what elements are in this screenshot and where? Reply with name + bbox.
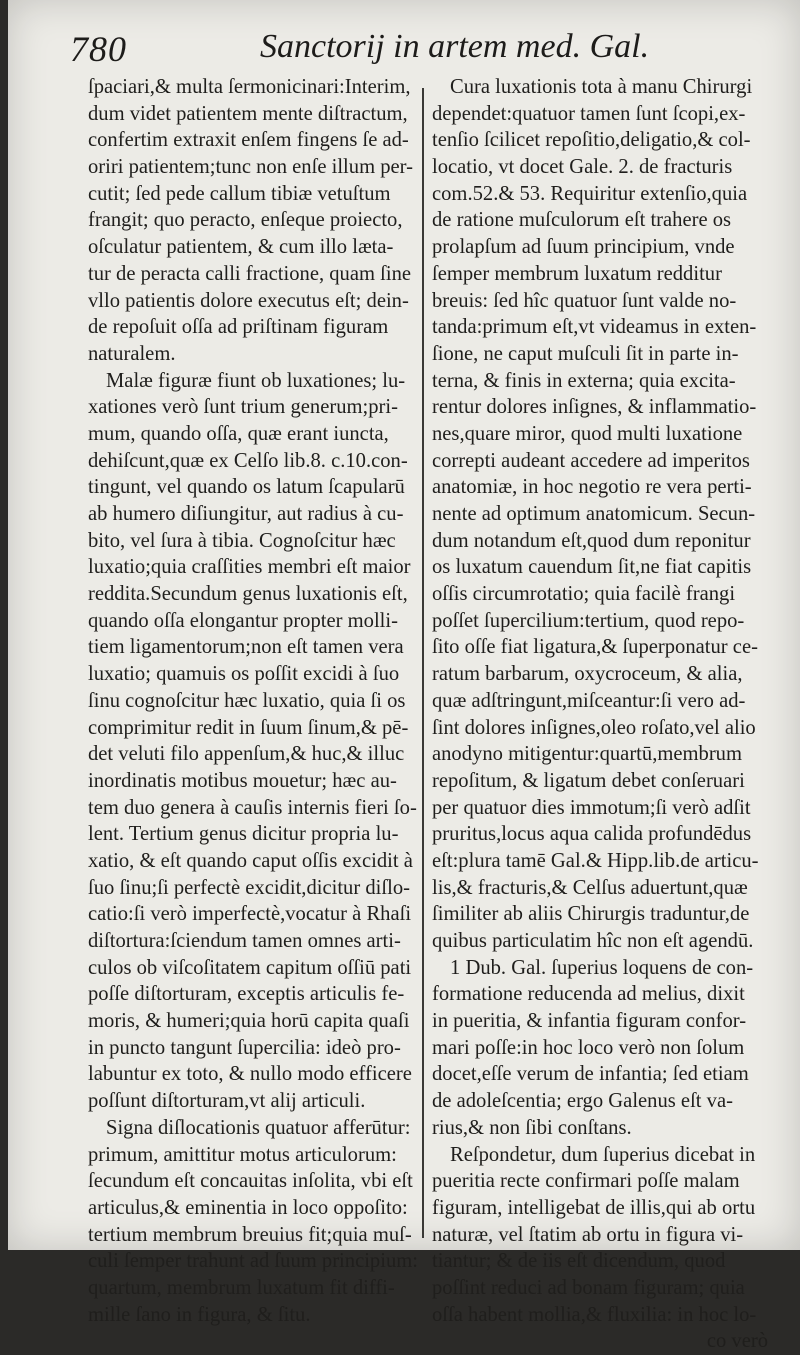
text-line: locatio, vt docet Gale. 2. de fracturis <box>432 156 733 179</box>
text-line: formatione reducenda ad melius, dixit <box>432 983 745 1006</box>
text-line: correpti audeant accedere ad imperitos <box>432 449 750 472</box>
text-line: poſſint reduci ad bonam figuram; quia <box>432 1276 745 1299</box>
text-line: oſſis circumrotatio; quia facilè frangi <box>432 583 736 606</box>
text-line: ratum barbarum, oxycroceum, & alia, <box>432 663 743 686</box>
text-line: anatomiæ, in hoc negotio re vera perti- <box>432 476 752 499</box>
text-line: culos ob viſcoſitatem capitum oſſiū pati <box>88 956 412 979</box>
text-line: rentur dolores inſignes, & inflammatio- <box>432 396 757 419</box>
text-line: catio:ſi verò imperfectè,vocatur à Rhaſi <box>88 903 412 926</box>
text-line: tem duo genera à cauſis internis fieri ſo- <box>88 796 417 819</box>
text-line: breuis: ſed hîc quatuor ſunt valde no- <box>432 289 737 312</box>
text-line: mum, quando oſſa, quæ erant iuncta, <box>88 422 389 445</box>
text-line: pueritia recte confirmari poſſe malam <box>432 1170 740 1193</box>
text-line: naturæ, vel ſtatim ab ortu in figura vi- <box>432 1223 744 1246</box>
text-line: mille ſano in figura, & ſitu. <box>88 1303 311 1326</box>
text-line: poſſunt diſtorturam,vt alij articuli. <box>88 1090 366 1113</box>
text-line: dehiſcunt,quæ ex Celſo lib.8. c.10.con- <box>88 449 408 472</box>
text-line: xationes verò ſunt trium generum;pri- <box>88 396 398 419</box>
text-line: tanda:primum eſt,vt videamus in exten- <box>432 316 757 339</box>
page-header <box>70 14 770 74</box>
text-line: quando oſſa elongantur propter molli- <box>88 609 398 632</box>
text-line: cutit; ſed pede callum tibiæ vetuſtum <box>88 182 391 205</box>
text-line: poſſe diſtorturam, exceptis articulis fe- <box>88 983 405 1006</box>
text-line: moris, & humeri;quia horū capita quaſi <box>88 1010 410 1033</box>
text-line: oſculatur patientem, & cum illo læta- <box>88 236 394 259</box>
text-line: ſito oſſe fiat ligatura,& ſuperponatur ce- <box>432 636 758 659</box>
text-line: anodyno mitigentur:quartū,membrum <box>432 743 742 766</box>
text-line: figuram, intelligebat de illis,qui ab ortu <box>432 1196 756 1219</box>
text-line: in puncto tangunt ſupercilia: ideò pro- <box>88 1036 401 1059</box>
text-line: eſt:plura tamē Gal.& Hipp.lib.de articu- <box>432 849 759 872</box>
text-line: per quatuor dies immotum;ſi verò adſit <box>432 796 751 819</box>
text-line: ab humero diſiungitur, aut radius à cu- <box>88 503 404 525</box>
text-line: luxatio;quia craſſities membri eſt maior <box>88 556 411 579</box>
text-line: 1 Dub. Gal. ſuperius loquens de con- <box>450 956 754 979</box>
text-line: primum, amittitur motus articulorum: <box>88 1143 397 1166</box>
text-line: terna, & finis in externa; quia excita- <box>432 369 736 392</box>
text-line: frangit; quo peracto, enſeque proiecto, <box>88 209 403 232</box>
text-line: articulus,& eminentia in loco oppoſito: <box>88 1196 408 1219</box>
text-line: tiantur; & de iis eſt dicendum, quod <box>432 1250 726 1273</box>
text-line: ſinu cognoſcitur hæc luxatio, quia ſi os <box>88 689 406 712</box>
text-line: tiem ligamentorum;non eſt tamen vera <box>88 636 404 659</box>
text-line: pruritus,locus aqua calida profundēdus <box>432 823 752 846</box>
text-line: de ratione muſculorum eſt trahere os <box>432 209 732 232</box>
text-line: labuntur ex toto, & nullo modo efficere <box>88 1063 412 1086</box>
text-line: tur de peracta calli fractione, quam ſine <box>88 262 412 285</box>
text-line: tertium membrum breuius fit;quia muſ- <box>88 1223 412 1246</box>
text-line: Cura luxationis tota à manu Chirurgi <box>450 76 753 98</box>
text-line: ſint dolores inſignes,oleo roſato,vel alio <box>432 716 756 739</box>
text-line: det veluti filo appenſum,& huc,& illuc <box>88 743 405 766</box>
text-line: culi ſemper trahunt ad ſuum principium: <box>88 1250 418 1273</box>
text-line: co verò <box>706 1330 768 1353</box>
text-line: quartum, membrum luxatum fit diffi- <box>88 1276 395 1299</box>
text-line: in pueritia, & infantia figuram confor- <box>432 1010 747 1033</box>
text-line: oriri patientem;tunc non enſe illum per- <box>88 156 413 179</box>
text-line: dependet:quatuor tamen ſunt ſcopi,ex- <box>432 102 746 125</box>
text-line: nes,quare miror, quod multi luxatione <box>432 422 743 445</box>
text-line: Signa diſlocationis quatuor afferūtur: <box>106 1116 411 1139</box>
column-divider <box>422 88 424 1238</box>
text-line: naturalem. <box>88 342 176 365</box>
text-line: dum videt patientem mente diſtractum, <box>88 102 408 125</box>
text-line: Reſpondetur, dum ſuperius dicebat in <box>450 1143 756 1166</box>
text-line: reddita.Secundum genus luxationis eſt, <box>88 583 408 606</box>
text-line: comprimitur redit in ſuum ſinum,& pē- <box>88 716 409 739</box>
text-line: dum notandum eſt,quod dum reponitur <box>432 529 751 552</box>
page-number: 780 <box>70 29 127 69</box>
text-line: ſimiliter ab aliis Chirurgis traduntur,de <box>432 903 750 926</box>
text-line: quibus particulatim hîc non eſt agendū. <box>432 930 754 952</box>
text-line: ſuo ſinu;ſi perfectè excidit,dicitur diſlo- <box>88 876 410 899</box>
text-line: de repoſuit oſſa ad priſtinam figuram <box>88 316 389 339</box>
text-line: xatio, & eſt quando caput oſſis excidit à <box>88 849 413 872</box>
text-line: prolapſum ad ſuum principium, vnde <box>432 236 735 259</box>
text-line: poſſet ſupercilium:tertium, quod repo- <box>432 609 745 632</box>
text-line: confertim extraxit enſem fingens ſe ad- <box>88 129 409 152</box>
text-line: inordinatis motibus mouetur; hæc au- <box>88 769 397 792</box>
text-line: Malæ figuræ fiunt ob luxationes; lu- <box>106 369 406 392</box>
text-line: os luxatum cauendum ſit,ne fiat capitis <box>432 556 752 579</box>
text-line: nente ad optimum anatomicum. Secun- <box>432 503 756 525</box>
text-line: tenſio ſcilicet repoſitio,deligatio,& col- <box>432 129 751 152</box>
running-head: Sanctorij in artem med. Gal. <box>260 28 650 65</box>
right-text-column <box>432 74 794 1355</box>
book-page <box>8 0 800 1353</box>
text-line: com.52.& 53. Requiritur extenſio,quia <box>432 182 748 205</box>
text-line: repoſitum, & ligatum debet conſeruari <box>432 769 745 792</box>
text-line: ſpaciari,& multa ſermonicinari:Interim, <box>88 76 411 98</box>
text-line: lis,& fracturis,& Celſus aduertunt,quæ <box>432 876 748 899</box>
text-line: ſemper membrum luxatum redditur <box>432 262 722 285</box>
text-line: lent. Tertium genus dicitur propria lu- <box>88 823 399 846</box>
text-line: ſione, ne caput muſculi ſit in parte in- <box>432 342 739 365</box>
text-line: de adoleſcentia; ergo Galenus eſt va- <box>432 1090 733 1113</box>
text-line: luxatio; quamuis os poſſit excidi à ſuo <box>88 663 400 686</box>
text-line: tingunt, vel quando os latum ſcapularū <box>88 476 405 499</box>
text-line: mari poſſe:in hoc loco verò non ſolum <box>432 1036 745 1059</box>
text-line: docet,eſſe verum de infantia; ſed etiam <box>432 1063 749 1086</box>
text-line: quæ adſtringunt,miſceantur:ſi vero ad- <box>432 689 746 712</box>
text-line: oſſa habent mollia,& fluxilia: in hoc lo- <box>432 1303 757 1326</box>
text-line: vllo patientis dolore executus eſt; dein- <box>88 289 409 312</box>
text-line: bito, vel ſura à tibia. Cognoſcitur hæc <box>88 529 396 552</box>
left-text-column <box>88 74 418 1328</box>
text-line: diſtortura:ſciendum tamen omnes arti- <box>88 930 401 952</box>
text-line: ſecundum eſt concauitas inſolita, vbi eſt <box>88 1170 413 1193</box>
text-line: rius,& non ſibi conſtans. <box>432 1116 632 1139</box>
